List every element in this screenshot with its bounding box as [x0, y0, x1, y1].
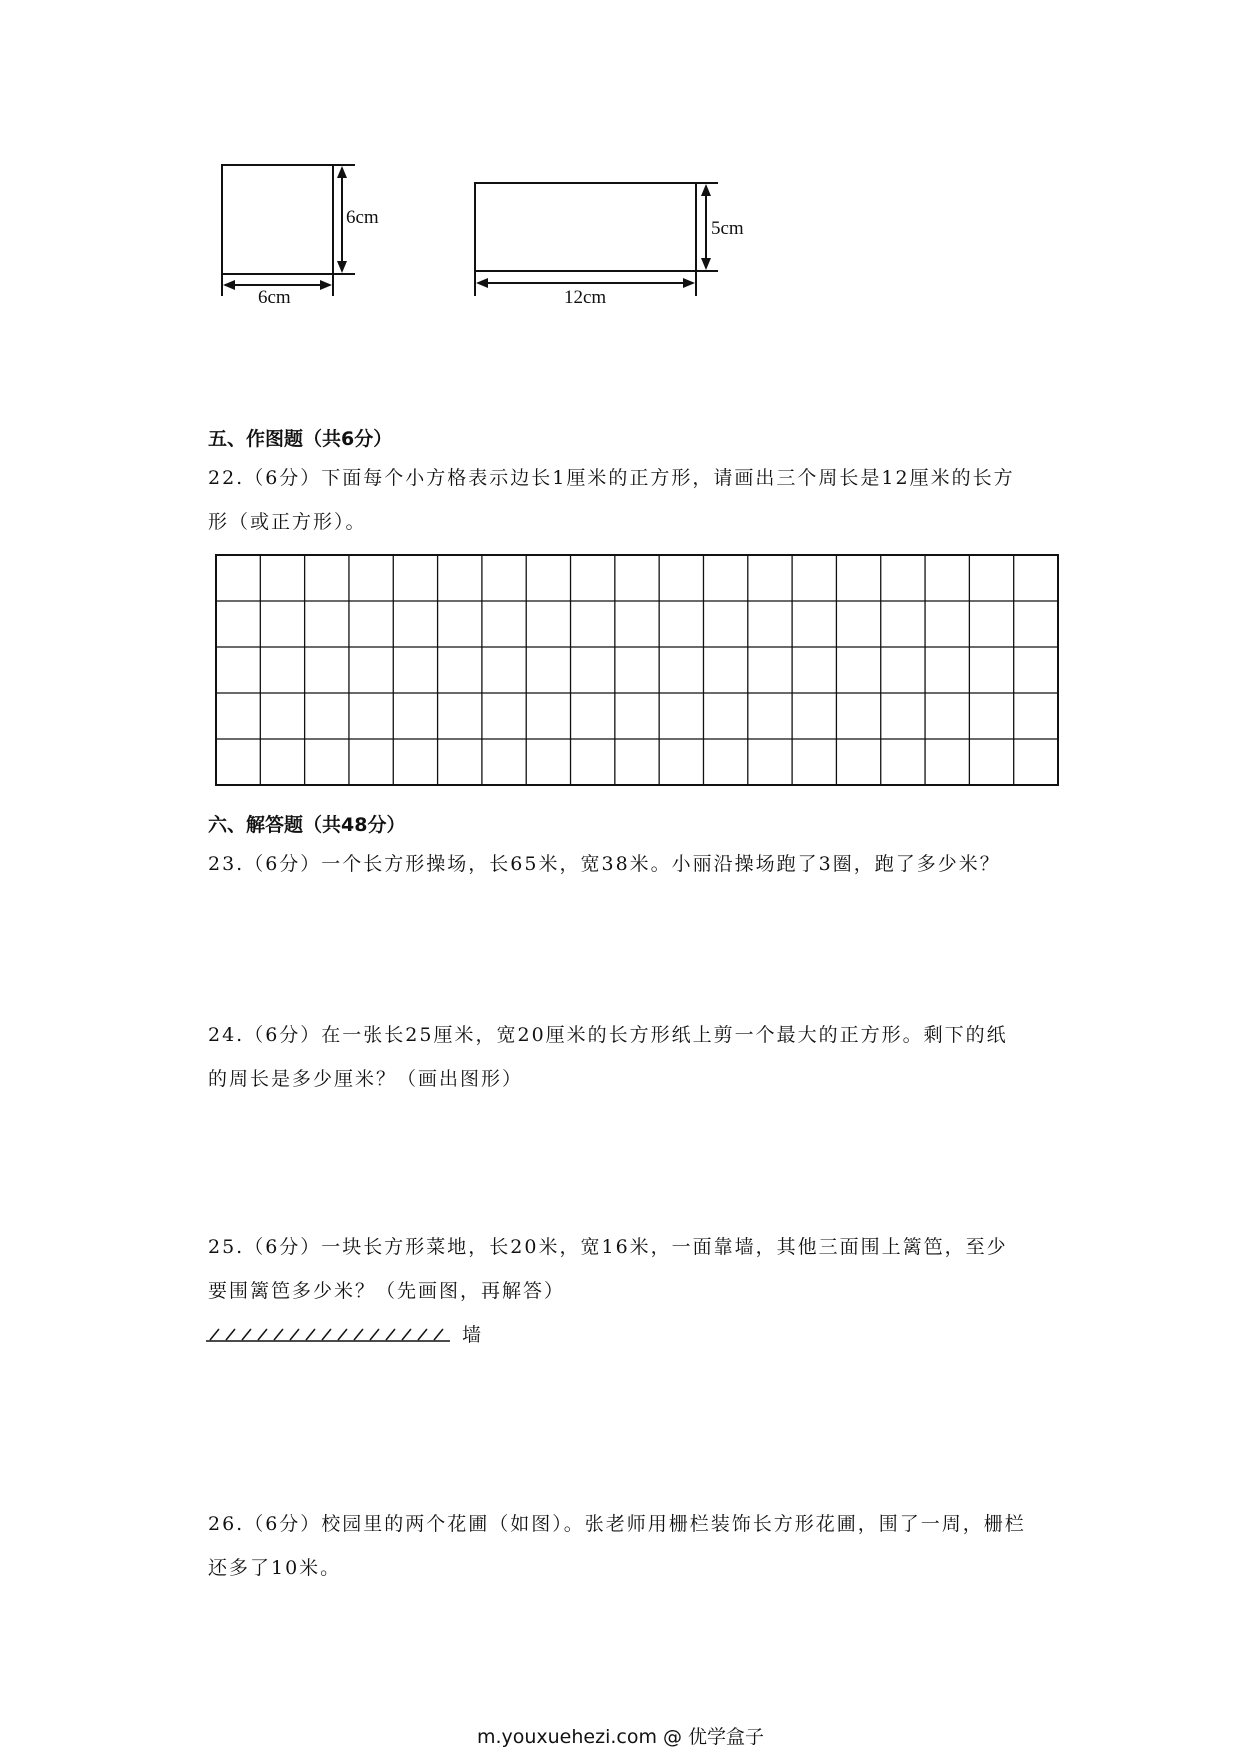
rectangle-shape [475, 183, 696, 271]
wall-hatch-stroke [210, 1329, 219, 1340]
wall-hatch-stroke [338, 1329, 347, 1340]
wall-hatch-stroke [434, 1329, 443, 1340]
wall-hatch-stroke [242, 1329, 251, 1340]
question-25-line1: 25.（6分）一块长方形菜地，长20米，宽16米，一面靠墙，其他三面围上篱笆，至少 [208, 1236, 1008, 1258]
square-width-arrowhead-right [320, 280, 332, 290]
question-22-line1: 22.（6分）下面每个小方格表示边长1厘米的正方形，请画出三个周长是12厘米的长方 [208, 467, 1015, 489]
grid-border [216, 555, 1058, 785]
wall-hatch-stroke [354, 1329, 363, 1340]
question-24-line1: 24.（6分）在一张长25厘米，宽20厘米的长方形纸上剪一个最大的正方形。剩下的纸 [208, 1024, 1008, 1046]
square-height-arrowhead-bottom [337, 261, 347, 273]
wall-hatch-stroke [418, 1329, 427, 1340]
square-width-arrowhead-left [223, 280, 235, 290]
square-height-label: 6cm [346, 207, 379, 228]
wall-hatch-stroke [258, 1329, 267, 1340]
rectangle-height-label: 5cm [711, 218, 744, 239]
wall-hatch-stroke [290, 1329, 299, 1340]
section-6-heading: 六、解答题（共48分） [208, 814, 406, 836]
rect-width-arrowhead-left [476, 278, 488, 288]
square-width-label: 6cm [258, 287, 291, 308]
drawing-grid [214, 553, 1060, 787]
wall-hatch-stroke [386, 1329, 395, 1340]
rect-height-arrowhead-bottom [701, 258, 711, 270]
question-22-line2: 形（或正方形）。 [208, 511, 367, 533]
question-24-line2: 的周长是多少厘米？（画出图形） [208, 1068, 524, 1090]
wall-hatch-stroke [322, 1329, 331, 1340]
wall-hatch-stroke [402, 1329, 411, 1340]
wall-hatch-stroke [274, 1329, 283, 1340]
rect-width-arrowhead-right [683, 278, 695, 288]
question-25-line2: 要围篱笆多少米？（先画图，再解答） [208, 1280, 566, 1302]
square-height-arrowhead-top [337, 166, 347, 178]
wall-hatch-stroke [306, 1329, 315, 1340]
question-26-line1: 26.（6分）校园里的两个花圃（如图）。张老师用栅栏装饰长方形花圃，围了一周，栅栏 [208, 1513, 1026, 1535]
wall-hatch-stroke [370, 1329, 379, 1340]
section-5-heading: 五、作图题（共6分） [208, 428, 393, 450]
wall-label: 墙 [462, 1324, 484, 1346]
square-shape [222, 165, 333, 274]
footer-watermark: m.youxuehezi.com @ 优学盒子 [476, 1726, 765, 1748]
question-23-line1: 23.（6分）一个长方形操场，长65米，宽38米。小丽沿操场跑了3圈，跑了多少米？ [208, 853, 1001, 875]
wall-hatch-stroke [226, 1329, 235, 1340]
rect-height-arrowhead-top [701, 184, 711, 196]
square-figure [0, 0, 1241, 340]
rectangle-width-label: 12cm [564, 287, 607, 308]
wall-hatch [206, 1325, 456, 1345]
question-26-line2: 还多了10米。 [208, 1557, 342, 1579]
